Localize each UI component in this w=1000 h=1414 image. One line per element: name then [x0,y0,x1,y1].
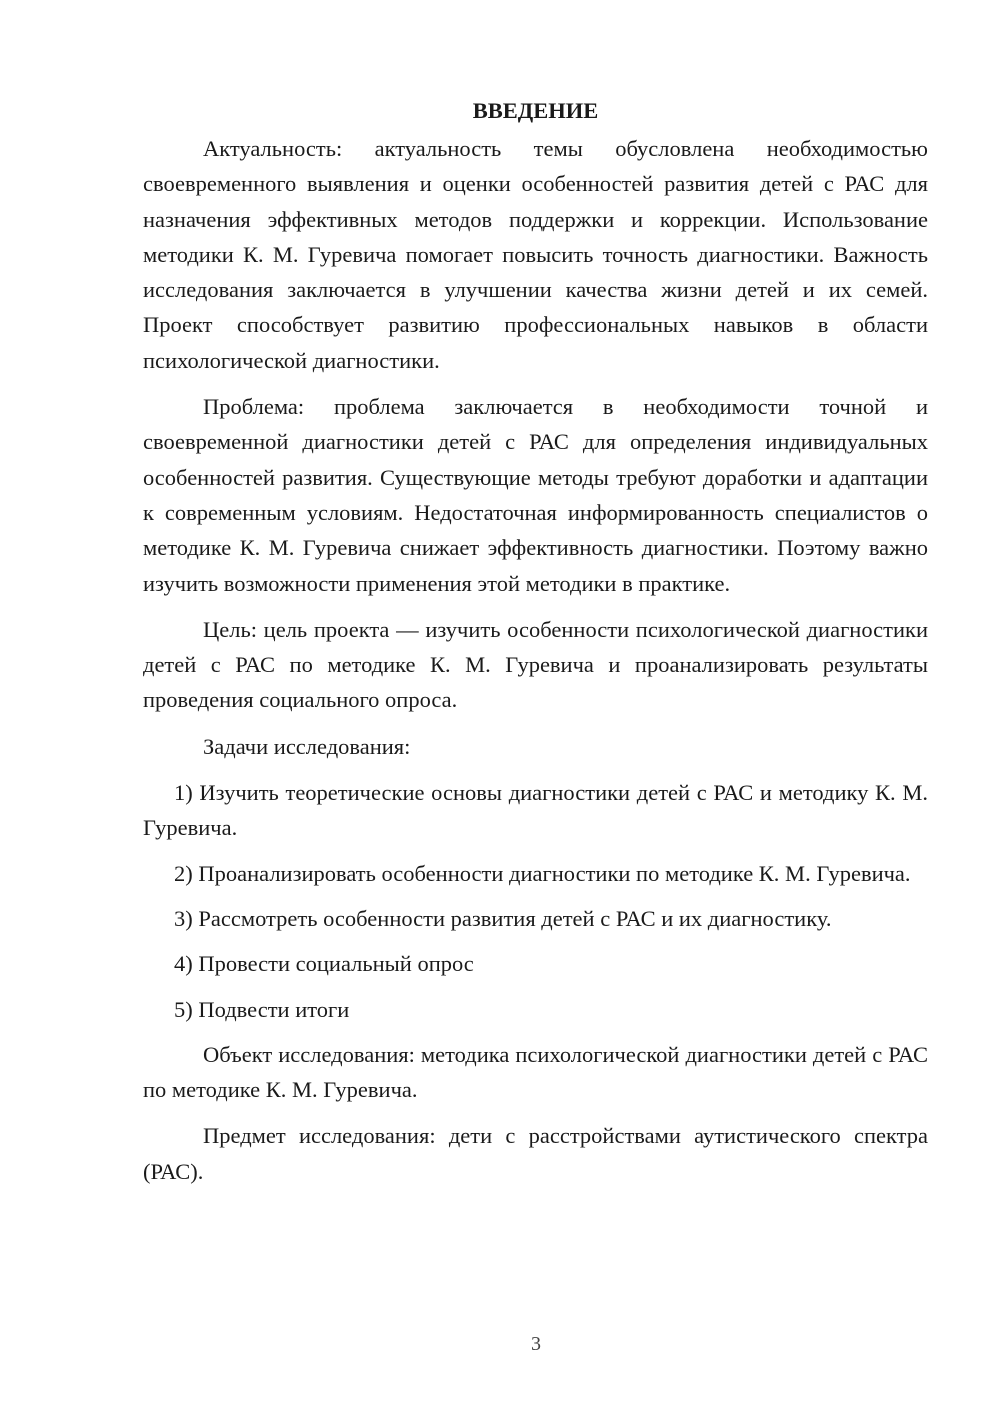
task-item-4: 4) Провести социальный опрос [174,951,474,977]
section-title: ВВЕДЕНИЕ [472,98,599,123]
goal-paragraph: Цель: цель проекта — изучить особенности психологической диагностики детей с РАС по методике К. М. Гуревича и проанализировать результаты проведения социального опроса. [143,616,928,713]
object-paragraph: Объект исследования: методика психологической диагностики детей с РАС по методике К. М. Гуревича. [143,1041,928,1103]
task-item-1: 1) Изучить теоретические основы диагностики детей с РАС и методику К. М. Гуревича. [143,780,928,841]
document-page [143,93,928,1200]
page-number: 3 [531,1333,541,1355]
subject-paragraph: Предмет исследования: дети с расстройствами аутистического спектра (РАС). [143,1123,928,1184]
tasks-heading: Задачи исследования: [203,733,411,759]
problem-paragraph: Проблема: проблема заключается в необходимости точной и своевременной диагностики детей с РАС для определения индивидуальных особенностей развития. Существующие методы требуют доработки и адаптации к современным условиям. Недостаточная информированность специалистов о методике К. М. Гуревича снижает эффективность диагностики. Поэтому важно изучить возможности применения этой методики в практике. [143,394,928,596]
task-item-5: 5) Подвести итоги [174,996,350,1022]
task-item-3: 3) Рассмотреть особенности развития детей с РАС и их диагностику. [174,905,832,931]
relevance-paragraph: Актуальность: актуальность темы обусловлена необходимостью своевременного выявления и оценки особенностей развития детей с РАС для назначения эффективных методов поддержки и коррекции. Использование методики К. М. Гуревича помогает повысить точность диагностики. Важность исследования заключается в улучшении качества жизни детей и их семей. Проект способствует развитию профессиональных навыков в области психологической диагностики. [143,136,928,373]
task-item-2: 2) Проанализировать особенности диагностики по методике К. М. Гуревича. [174,860,911,886]
